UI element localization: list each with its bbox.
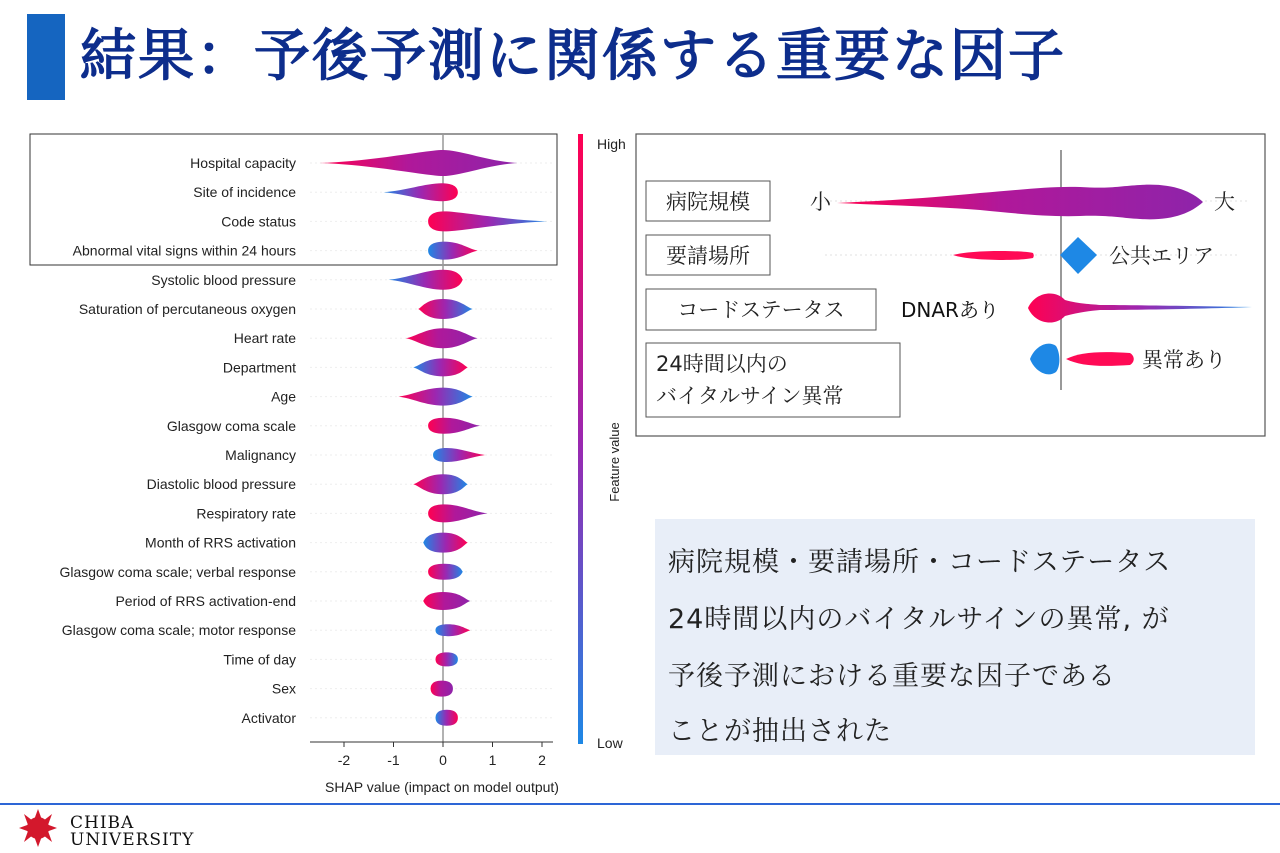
- feature-label: Month of RRS activation: [145, 534, 296, 551]
- x-axis-label: SHAP value (impact on model output): [325, 779, 559, 795]
- feature-violin: [423, 592, 470, 610]
- feature-label: Abnormal vital signs within 24 hours: [72, 242, 296, 259]
- zoom-label-4-line2: バイタルサイン異常: [656, 384, 844, 408]
- feature-label: Heart rate: [233, 330, 296, 347]
- feature-label: Malignancy: [225, 447, 296, 463]
- feature-violin: [433, 448, 485, 462]
- feature-label: Sex: [271, 680, 296, 697]
- feature-label: Saturation of percutaneous oxygen: [78, 301, 296, 317]
- summary-line-3: 予後予測における重要な因子である: [668, 661, 1116, 692]
- zoom-left-annotation-3: DNARあり: [901, 298, 999, 322]
- logo-text-line-1: CHIBA: [70, 813, 135, 833]
- feature-violin: [389, 270, 463, 290]
- zoom-left-annotation-1: 小: [810, 190, 831, 214]
- colorbar-low-label: Low: [597, 735, 623, 751]
- feature-label: Age: [271, 388, 296, 405]
- feature-label: Hospital capacity: [190, 155, 296, 171]
- zoom-label-1: 病院規模: [666, 190, 750, 214]
- feature-label: Respiratory rate: [196, 505, 296, 522]
- feature-label: Activator: [241, 709, 296, 726]
- feature-violin: [436, 652, 458, 666]
- zoom-right-annotation-2: 公共エリア: [1109, 244, 1214, 268]
- feature-label: Time of day: [223, 651, 296, 668]
- feature-violin: [413, 474, 467, 494]
- x-tick-label: 0: [439, 752, 447, 768]
- feature-label: Glasgow coma scale; verbal response: [59, 563, 296, 580]
- colorbar-high-label: High: [597, 136, 626, 152]
- feature-label: Glasgow coma scale; motor response: [61, 622, 296, 639]
- feature-label: Code status: [221, 213, 296, 230]
- logo-text-line-2: UNIVERSITY: [70, 830, 195, 850]
- summary-line-1: 病院規模・要請場所・コードステータス: [668, 547, 1172, 578]
- page-title: 結果：予後予測に関係する重要な因子: [80, 24, 1066, 89]
- zoom-label-3: コードステータス: [677, 298, 845, 322]
- feature-violin: [436, 624, 471, 636]
- feature-label: Glasgow coma scale: [166, 417, 296, 434]
- feature-violin: [431, 681, 453, 697]
- feature-violin: [413, 358, 467, 376]
- feature-violin: [436, 710, 458, 726]
- feature-violin: [428, 242, 478, 260]
- x-tick-label: -1: [387, 752, 400, 768]
- feature-violin: [384, 183, 458, 201]
- summary-line-2: 24時間以内のバイタルサインの異常, が: [668, 604, 1170, 635]
- feature-label: Site of incidence: [193, 184, 296, 201]
- zoom-right-annotation-1: 大: [1214, 190, 1235, 214]
- x-tick-label: 1: [488, 752, 497, 768]
- zoom-label-2: 要請場所: [666, 244, 750, 268]
- feature-violin: [423, 533, 468, 553]
- x-tick-label: 2: [538, 752, 546, 768]
- colorbar-title: Feature value: [607, 422, 622, 502]
- feature-label: Diastolic blood pressure: [146, 476, 296, 493]
- feature-violin: [428, 504, 487, 522]
- colorbar: [578, 134, 583, 744]
- feature-label: Department: [222, 359, 296, 376]
- summary-line-4: ことが抽出された: [668, 716, 892, 747]
- feature-violin: [319, 150, 517, 176]
- feature-violin: [398, 388, 472, 406]
- zoom-right-annotation-4: 異常あり: [1142, 348, 1226, 372]
- zoom-label-4-line1: 24時間以内の: [656, 352, 788, 376]
- feature-violin: [428, 211, 547, 231]
- chiba-university-seal-icon: [16, 808, 60, 848]
- x-tick-label: -2: [337, 752, 351, 768]
- feature-label: Systolic blood pressure: [151, 271, 296, 288]
- feature-violin: [418, 299, 472, 319]
- feature-violin: [428, 418, 480, 434]
- footer-rule: [0, 803, 1280, 805]
- feature-label: Period of RRS activation-end: [115, 593, 296, 609]
- feature-violin: [406, 328, 478, 348]
- feature-violin: [428, 564, 463, 580]
